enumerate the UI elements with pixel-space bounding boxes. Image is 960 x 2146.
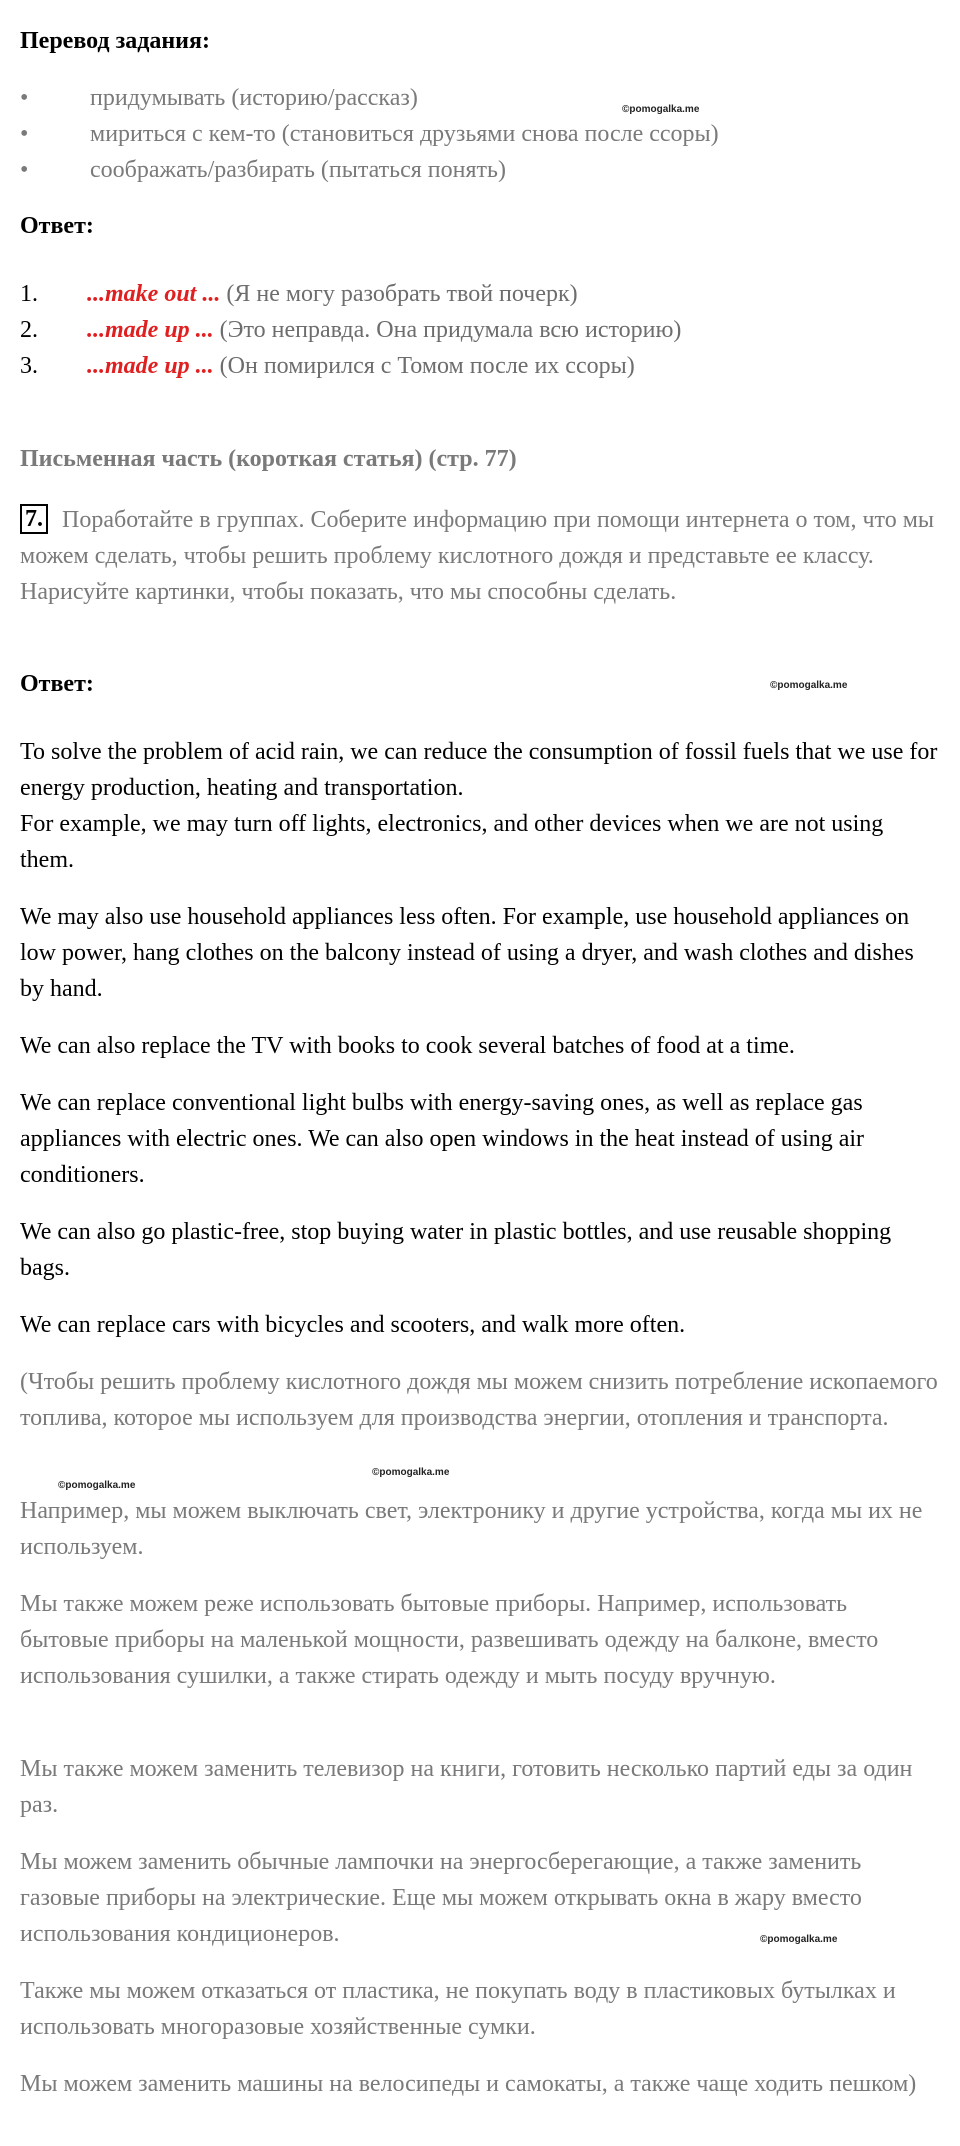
english-paragraph: To solve the problem of acid rain, we can reduce the consumption of fossil fuels that we use for energy production, heating and transportation. <box>20 739 938 801</box>
russian-paragraph: (Чтобы решить проблему кислотного дождя мы можем снизить потребление ископаемого топлива, которое мы используем для производства энергии, отопления и транспорта. <box>20 1369 938 1431</box>
answer-number: 2. <box>20 317 38 343</box>
task-body: Поработайте в группах. Соберите информацию при помощи интернета о том, что мы можем сделать, чтобы решить проблему кислотного дождя и представьте ее классу. Нарисуйте картинки, чтобы показать, что мы способны сделать. <box>20 507 935 605</box>
english-paragraph: We can also replace the TV with books to cook several batches of food at a time. <box>20 1033 795 1059</box>
watermark: ©pomogalka.me <box>58 1480 136 1491</box>
russian-paragraph: Мы можем заменить машины на велосипеды и самокаты, а также чаще ходить пешком) <box>20 2071 917 2097</box>
answer-phrase: ...make out ... <box>87 281 221 307</box>
answer-translation: (Это неправда. Она придумала всю историю) <box>219 317 682 343</box>
russian-paragraph: Мы можем заменить обычные лампочки на энергосберегающие, а также заменить газовые приборы на электрические. Еще мы можем открывать окна в жару вместо использования кондиционеров. <box>20 1849 862 1947</box>
list-item <box>20 312 940 348</box>
answer-list <box>20 276 940 384</box>
english-paragraph: We can replace conventional light bulbs with energy-saving ones, as well as replace gas appliances with electric ones. We can also open windows in the heat instead of using air conditioners. <box>20 1090 865 1188</box>
list-item: • придумывать (историю/рассказ) <box>20 80 940 116</box>
russian-paragraph: Мы также можем заменить телевизор на книги, готовить несколько партий еды за один раз. <box>20 1756 913 1818</box>
task-text <box>20 502 940 610</box>
russian-paragraph: Например, мы можем выключать свет, электронику и другие устройства, когда мы их не используем. <box>20 1498 923 1560</box>
watermark: ©pomogalka.me <box>622 104 700 115</box>
english-paragraph: For example, we may turn off lights, electronics, and other devices when we are not using them. <box>20 811 884 873</box>
answer-heading: Ответ: <box>20 213 94 239</box>
list-item: • соображать/разбирать (пытаться понять) <box>20 152 940 188</box>
english-paragraph: We can replace cars with bicycles and scooters, and walk more often. <box>20 1312 686 1338</box>
english-paragraph: We may also use household appliances less often. For example, use household appliances on low power, hang clothes on the balcony instead of using a dryer, and wash clothes and dishes by hand. <box>20 904 914 1002</box>
answer-phrase: ...made up ... <box>87 317 214 343</box>
section-heading: Письменная часть (короткая статья) (стр. 77) <box>20 446 517 472</box>
translation-heading: Перевод задания: <box>20 28 210 54</box>
list-item <box>20 348 940 384</box>
watermark: ©pomogalka.me <box>372 1467 450 1478</box>
answer-translation: (Он помирился с Томом после их ссоры) <box>219 353 635 379</box>
watermark: ©pomogalka.me <box>770 680 848 691</box>
russian-paragraph: Также мы можем отказаться от пластика, не покупать воду в пластиковых бутылках и использовать многоразовые хозяйственные сумки. <box>20 1978 896 2040</box>
answer-number: 1. <box>20 281 38 307</box>
translation-list <box>20 80 940 188</box>
list-item <box>20 276 940 312</box>
list-item: • мириться с кем-то (становиться друзьями снова после ссоры) <box>20 116 940 152</box>
watermark: ©pomogalka.me <box>760 1934 838 1945</box>
english-paragraph: We can also go plastic-free, stop buying water in plastic bottles, and use reusable shopping bags. <box>20 1219 892 1281</box>
answer-number: 3. <box>20 353 38 379</box>
answer-phrase: ...made up ... <box>87 353 214 379</box>
task-number: 7. <box>20 504 48 534</box>
answer-translation: (Я не могу разобрать твой почерк) <box>226 281 578 307</box>
russian-paragraph: Мы также можем реже использовать бытовые приборы. Например, использовать бытовые приборы на маленькой мощности, развешивать одежду на балконе, вместо использования сушилки, а также стирать одежду и мыть посуду вручную. <box>20 1591 879 1689</box>
answer-heading: Ответ: <box>20 671 94 697</box>
